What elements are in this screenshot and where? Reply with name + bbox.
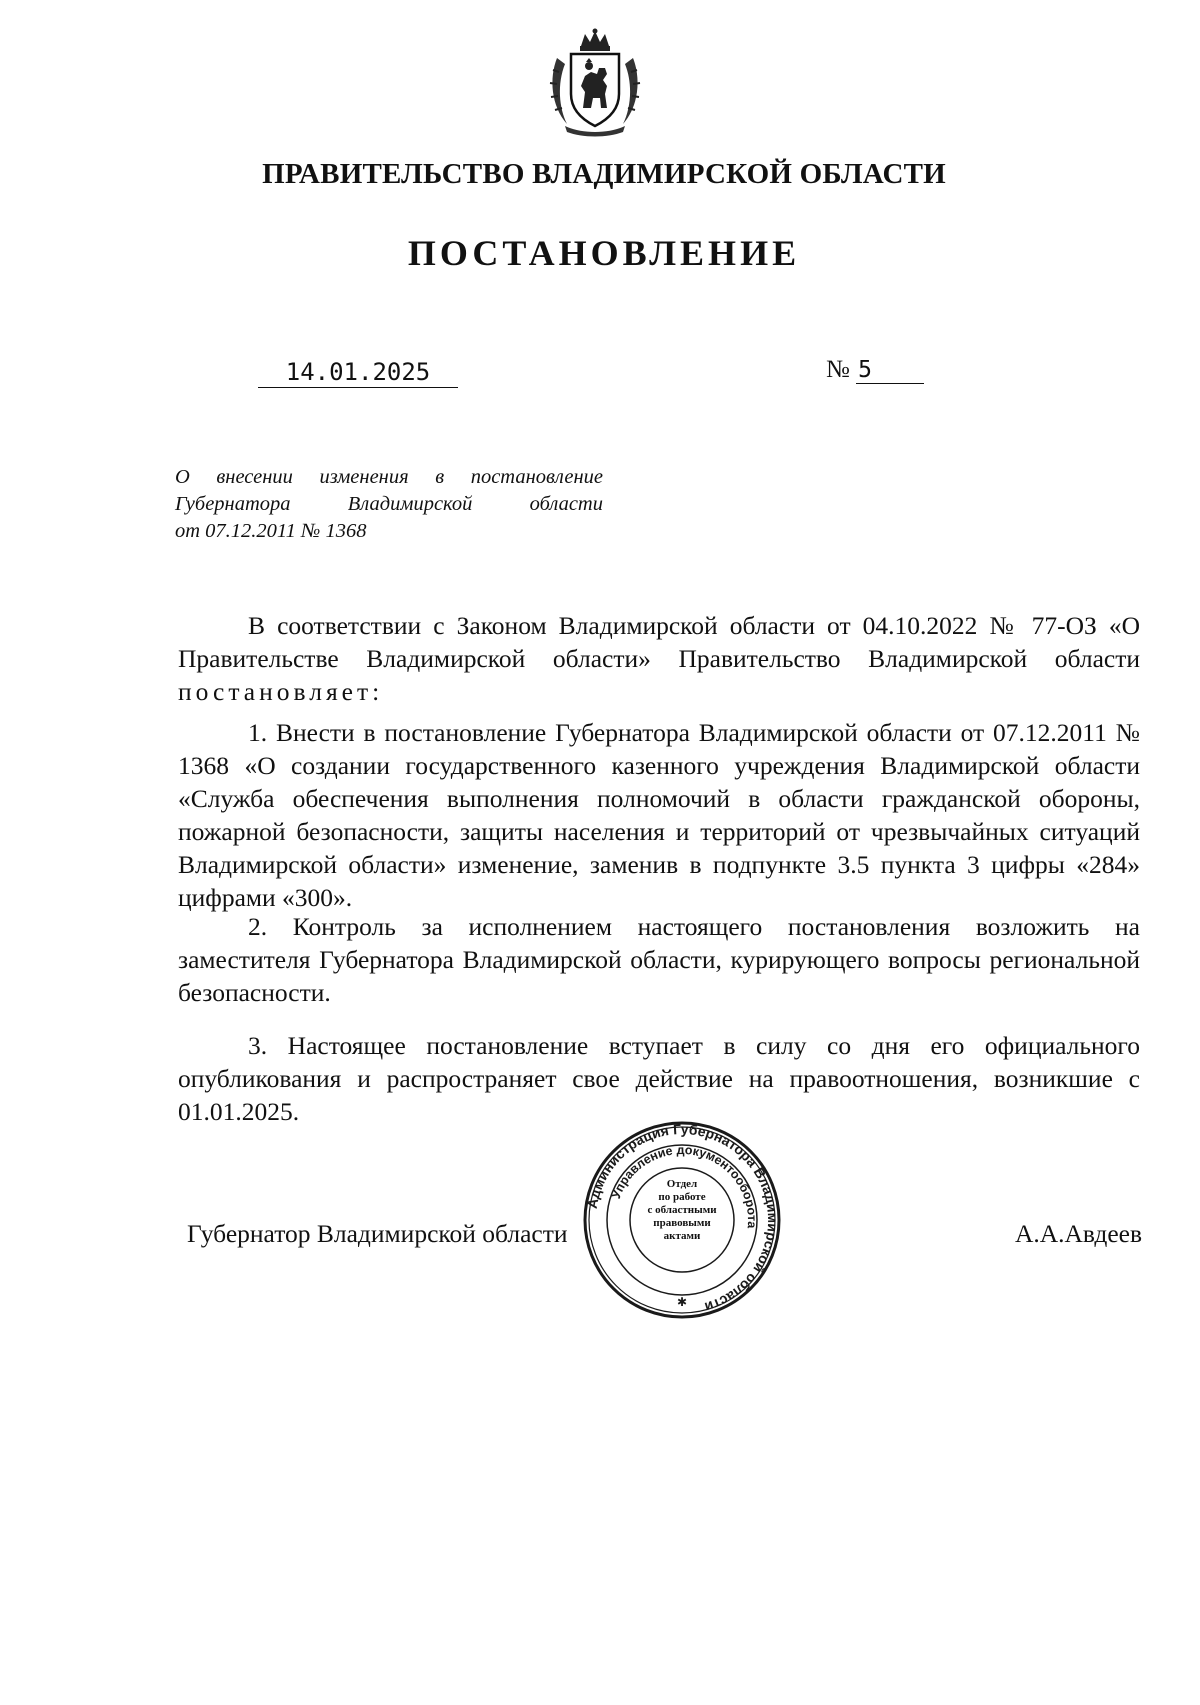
stamp-outer-text: Администрация Губернатора Владимирской области	[583, 1120, 782, 1316]
signatory-position: Губернатор Владимирской области	[187, 1219, 568, 1248]
resolves-word: постановляет:	[178, 677, 384, 706]
subject-line-1: О внесении изменения в постановление	[175, 466, 603, 488]
stamp-ring-text: Управление документооборота	[608, 1142, 760, 1229]
document-type-title: ПОСТАНОВЛЕНИЕ	[407, 233, 801, 273]
stamp-center-line-1: Отдел	[666, 1178, 698, 1190]
government-title: ПРАВИТЕЛЬСТВО ВЛАДИМИРСКОЙ ОБЛАСТИ	[262, 158, 946, 190]
stamp-star-icon: ✱	[676, 1295, 688, 1309]
stamp-center-line-2: по работе	[658, 1191, 706, 1203]
stamp-center-line-5: актами	[663, 1230, 701, 1242]
signatory-name: А.А.Авдеев	[1014, 1219, 1142, 1248]
subject-line-3: от 07.12.2011 № 1368	[175, 520, 367, 542]
subject-line-2: Губернатора Владимирской области	[175, 493, 603, 515]
document-number	[826, 356, 924, 384]
document-date: 14.01.2025	[258, 358, 458, 388]
clause-2: 2. Контроль за исполнением настоящего постановления возложить на заместителя Губернатора Владимирской области, курирующего вопросы региональной безопасности.	[178, 912, 1140, 1007]
clause-1: 1. Внести в постановление Губернатора Владимирской области от 07.12.2011 № 1368 «О создании государственного казенного учреждения Владимирской области «Служба обеспечения выполнения полномочий в области гражданской обороны, пожарной безопасности, защиты населения и территорий от чрезвычайных ситуаций Владимирской области» изменение, заменив в подпункте 3.5 пункта 3 цифры «284» цифрами «300».	[178, 718, 1140, 912]
clause-3: 3. Настоящее постановление вступает в силу со дня его официального опубликования и распространяет свое действие на правоотношения, возникшие с 01.01.2025.	[178, 1031, 1140, 1126]
preamble-text: В соответствии с Законом Владимирской области от 04.10.2022 № 77-ОЗ «О Правительстве Владимирской области» Правительство Владимирской области	[178, 611, 1140, 673]
vladimir-oblast-coat-of-arms-icon	[545, 28, 645, 138]
stamp-center-line-3: с областными	[647, 1204, 717, 1216]
document-subject	[175, 464, 603, 545]
preamble-paragraph	[178, 609, 1140, 708]
number-sign: №	[826, 356, 850, 383]
stamp-center-text	[640, 1178, 724, 1243]
number-value: 5	[856, 357, 924, 384]
stamp-center-line-4: правовыми	[653, 1217, 711, 1229]
